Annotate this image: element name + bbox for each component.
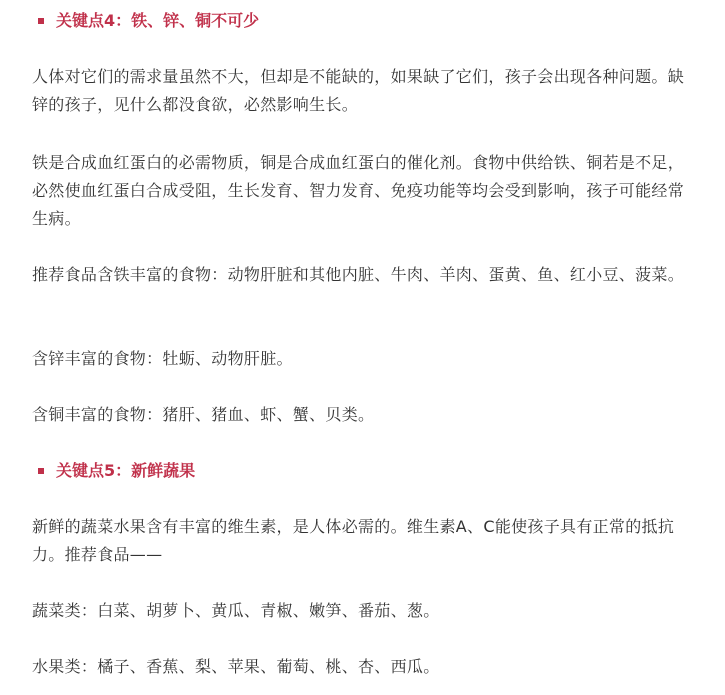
paragraph: 新鲜的蔬菜水果含有丰富的维生素，是人体必需的。维生素A、C能使孩子具有正常的抵抗力。推荐食品—— bbox=[32, 517, 675, 564]
paragraph: 蔬菜类：白菜、胡萝卜、黄瓜、青椒、嫩笋、番茄、葱。 bbox=[32, 601, 440, 620]
paragraph: 含铜丰富的食物：猪肝、猪血、虾、蟹、贝类。 bbox=[32, 405, 375, 424]
paragraph: 铁是合成血红蛋白的必需物质，铜是合成血红蛋白的催化剂。食物中供给铁、铜若是不足，必然使血红蛋白合成受阻，生长发育、智力发育、免疫功能等均会受到影响，孩子可能经常生病。 bbox=[32, 153, 685, 228]
section-heading-key-point-4 bbox=[32, 9, 259, 33]
heading-text: 关键点4：铁、锌、铜不可少 bbox=[56, 11, 260, 30]
square-bullet-icon bbox=[38, 18, 44, 24]
square-bullet-icon bbox=[38, 468, 44, 474]
paragraph: 含锌丰富的食物：牡蛎、动物肝脏。 bbox=[32, 349, 293, 368]
paragraph: 推荐食品含铁丰富的食物：动物肝脏和其他内脏、牛肉、羊肉、蛋黄、鱼、红小豆、菠菜。 bbox=[32, 265, 685, 284]
paragraph: 水果类：橘子、香蕉、梨、苹果、葡萄、桃、杏、西瓜。 bbox=[32, 657, 440, 676]
heading-text: 关键点5：新鲜蔬果 bbox=[56, 461, 196, 480]
paragraph: 人体对它们的需求量虽然不大，但却是不能缺的，如果缺了它们，孩子会出现各种问题。缺锌的孩子，见什么都没食欲，必然影响生长。 bbox=[32, 67, 685, 114]
section-heading-key-point-5 bbox=[32, 459, 195, 483]
